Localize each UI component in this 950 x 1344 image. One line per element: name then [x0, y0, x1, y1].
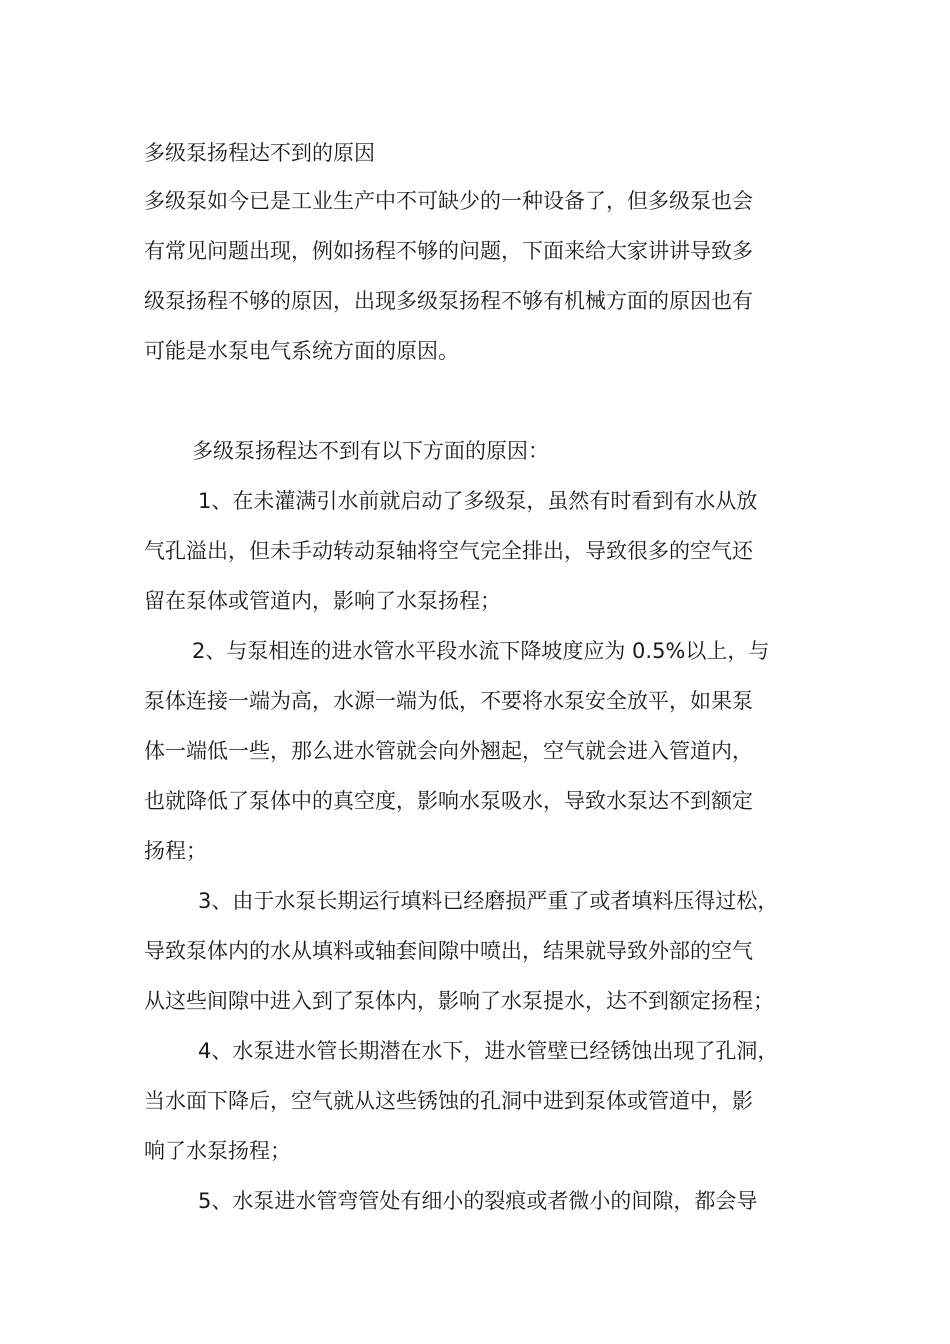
item-2-line: 泵体连接一端为高，水源一端为低，不要将水泵安全放平，如果泵 — [144, 689, 753, 713]
item-4-line: 响了水泵扬程； — [144, 1139, 291, 1163]
item-2-line: 2、与泵相连的进水管水平段水流下降坡度应为 0.5%以上，与 — [192, 639, 770, 663]
item-3-line: 3、由于水泵长期运行填料已经磨损严重了或者填料压得过松， — [198, 889, 779, 913]
item-2-line: 也就降低了泵体中的真空度，影响水泵吸水，导致水泵达不到额定 — [144, 789, 753, 813]
item-2-line: 扬程； — [144, 839, 207, 863]
intro-line: 级泵扬程不够的原因，出现多级泵扬程不够有机械方面的原因也有 — [144, 289, 753, 313]
item-3-line: 导致泵体内的水从填料或轴套间隙中喷出，结果就导致外部的空气 — [144, 939, 753, 963]
intro-line: 多级泵如今已是工业生产中不可缺少的一种设备了，但多级泵也会 — [144, 189, 753, 213]
item-1-line: 气孔溢出，但未手动转动泵轴将空气完全排出，导致很多的空气还 — [144, 539, 753, 563]
item-2-line: 体一端低一些，那么进水管就会向外翘起，空气就会进入管道内， — [144, 739, 753, 763]
item-1-line: 留在泵体或管道内，影响了水泵扬程； — [144, 589, 501, 613]
section-heading: 多级泵扬程达不到有以下方面的原因： — [192, 439, 549, 463]
intro-line: 有常见问题出现，例如扬程不够的问题，下面来给大家讲讲导致多 — [144, 239, 753, 263]
item-3-line: 从这些间隙中进入到了泵体内，影响了水泵提水，达不到额定扬程； — [144, 989, 774, 1013]
item-4-line: 当水面下降后，空气就从这些锈蚀的孔洞中进到泵体或管道中，影 — [144, 1089, 753, 1113]
item-4-line: 4、水泵进水管长期潜在水下，进水管壁已经锈蚀出现了孔洞， — [198, 1039, 779, 1063]
document-title: 多级泵扬程达不到的原因 — [144, 141, 375, 165]
item-1-line: 1、在未灌满引水前就启动了多级泵，虽然有时看到有水从放 — [198, 489, 758, 513]
intro-line: 可能是水泵电气系统方面的原因。 — [144, 339, 459, 363]
item-5-line: 5、水泵进水管弯管处有细小的裂痕或者微小的间隙，都会导 — [198, 1189, 758, 1213]
